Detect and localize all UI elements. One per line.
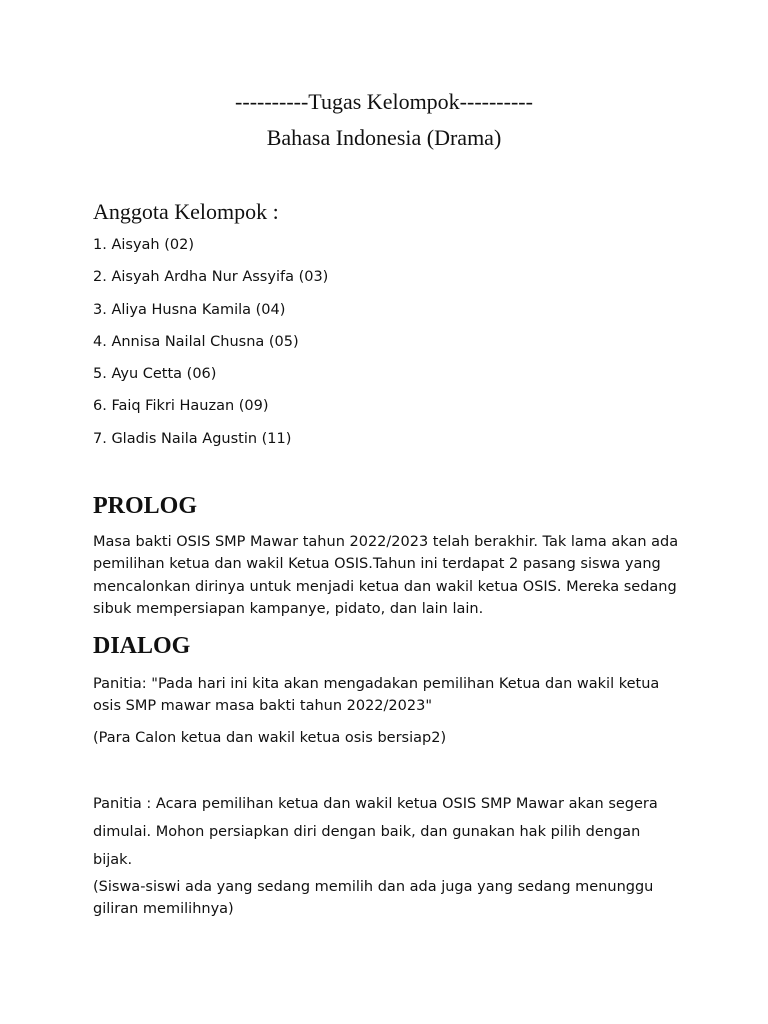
stage-direction-2: (Siswa-siswi ada yang sedang memilih dan ada juga yang sedang menunggu giliran memilihnya)	[93, 879, 654, 918]
list-item: 5. Ayu Cetta (06)	[93, 366, 217, 383]
stage-direction-1: (Para Calon ketua dan wakil ketua osis bersiap2)	[93, 730, 447, 746]
list-item: 2. Aisyah Ardha Nur Assyifa (03)	[93, 269, 329, 286]
members-heading: Anggota Kelompok :	[93, 199, 279, 224]
prolog-heading: PROLOG	[93, 493, 198, 519]
dialog-line-panitia-1: Panitia: "Pada hari ini kita akan mengadakan pemilihan Ketua dan wakil ketua osis SMP mawar masa bakti tahun 2022/2023"	[93, 676, 660, 715]
dialog-heading: DIALOG	[93, 633, 191, 659]
list-item: 1. Aisyah (02)	[93, 237, 194, 253]
list-item: 3. Aliya Husna Kamila (04)	[93, 301, 286, 318]
dialog-line-panitia-2: Panitia : Acara pemilihan ketua dan wakil ketua OSIS SMP Mawar akan segera dimulai. Mohon persiapkan diri dengan baik, dan gunakan hak pilih dengan bijak.	[93, 796, 658, 868]
member-list	[93, 235, 328, 461]
document-subtitle: Bahasa Indonesia (Drama)	[266, 125, 502, 150]
list-item: 6. Faiq Fikri Hauzan (09)	[93, 398, 269, 415]
document-title: ----------Tugas Kelompok----------	[235, 89, 533, 114]
prolog-paragraph: Masa bakti OSIS SMP Mawar tahun 2022/2023 telah berakhir. Tak lama akan ada pemilihan ketua dan wakil Ketua OSIS.Tahun ini terdapat 2 pasang siswa yang mencalonkan dirinya untuk menjadi ketua dan wakil ketua OSIS. Mereka sedang sibuk mempersiapan kampanye, pidato, dan lain lain.	[93, 534, 679, 617]
list-item: 4. Annisa Nailal Chusna (05)	[93, 333, 299, 350]
list-item: 7. Gladis Naila Agustin (11)	[93, 430, 292, 447]
